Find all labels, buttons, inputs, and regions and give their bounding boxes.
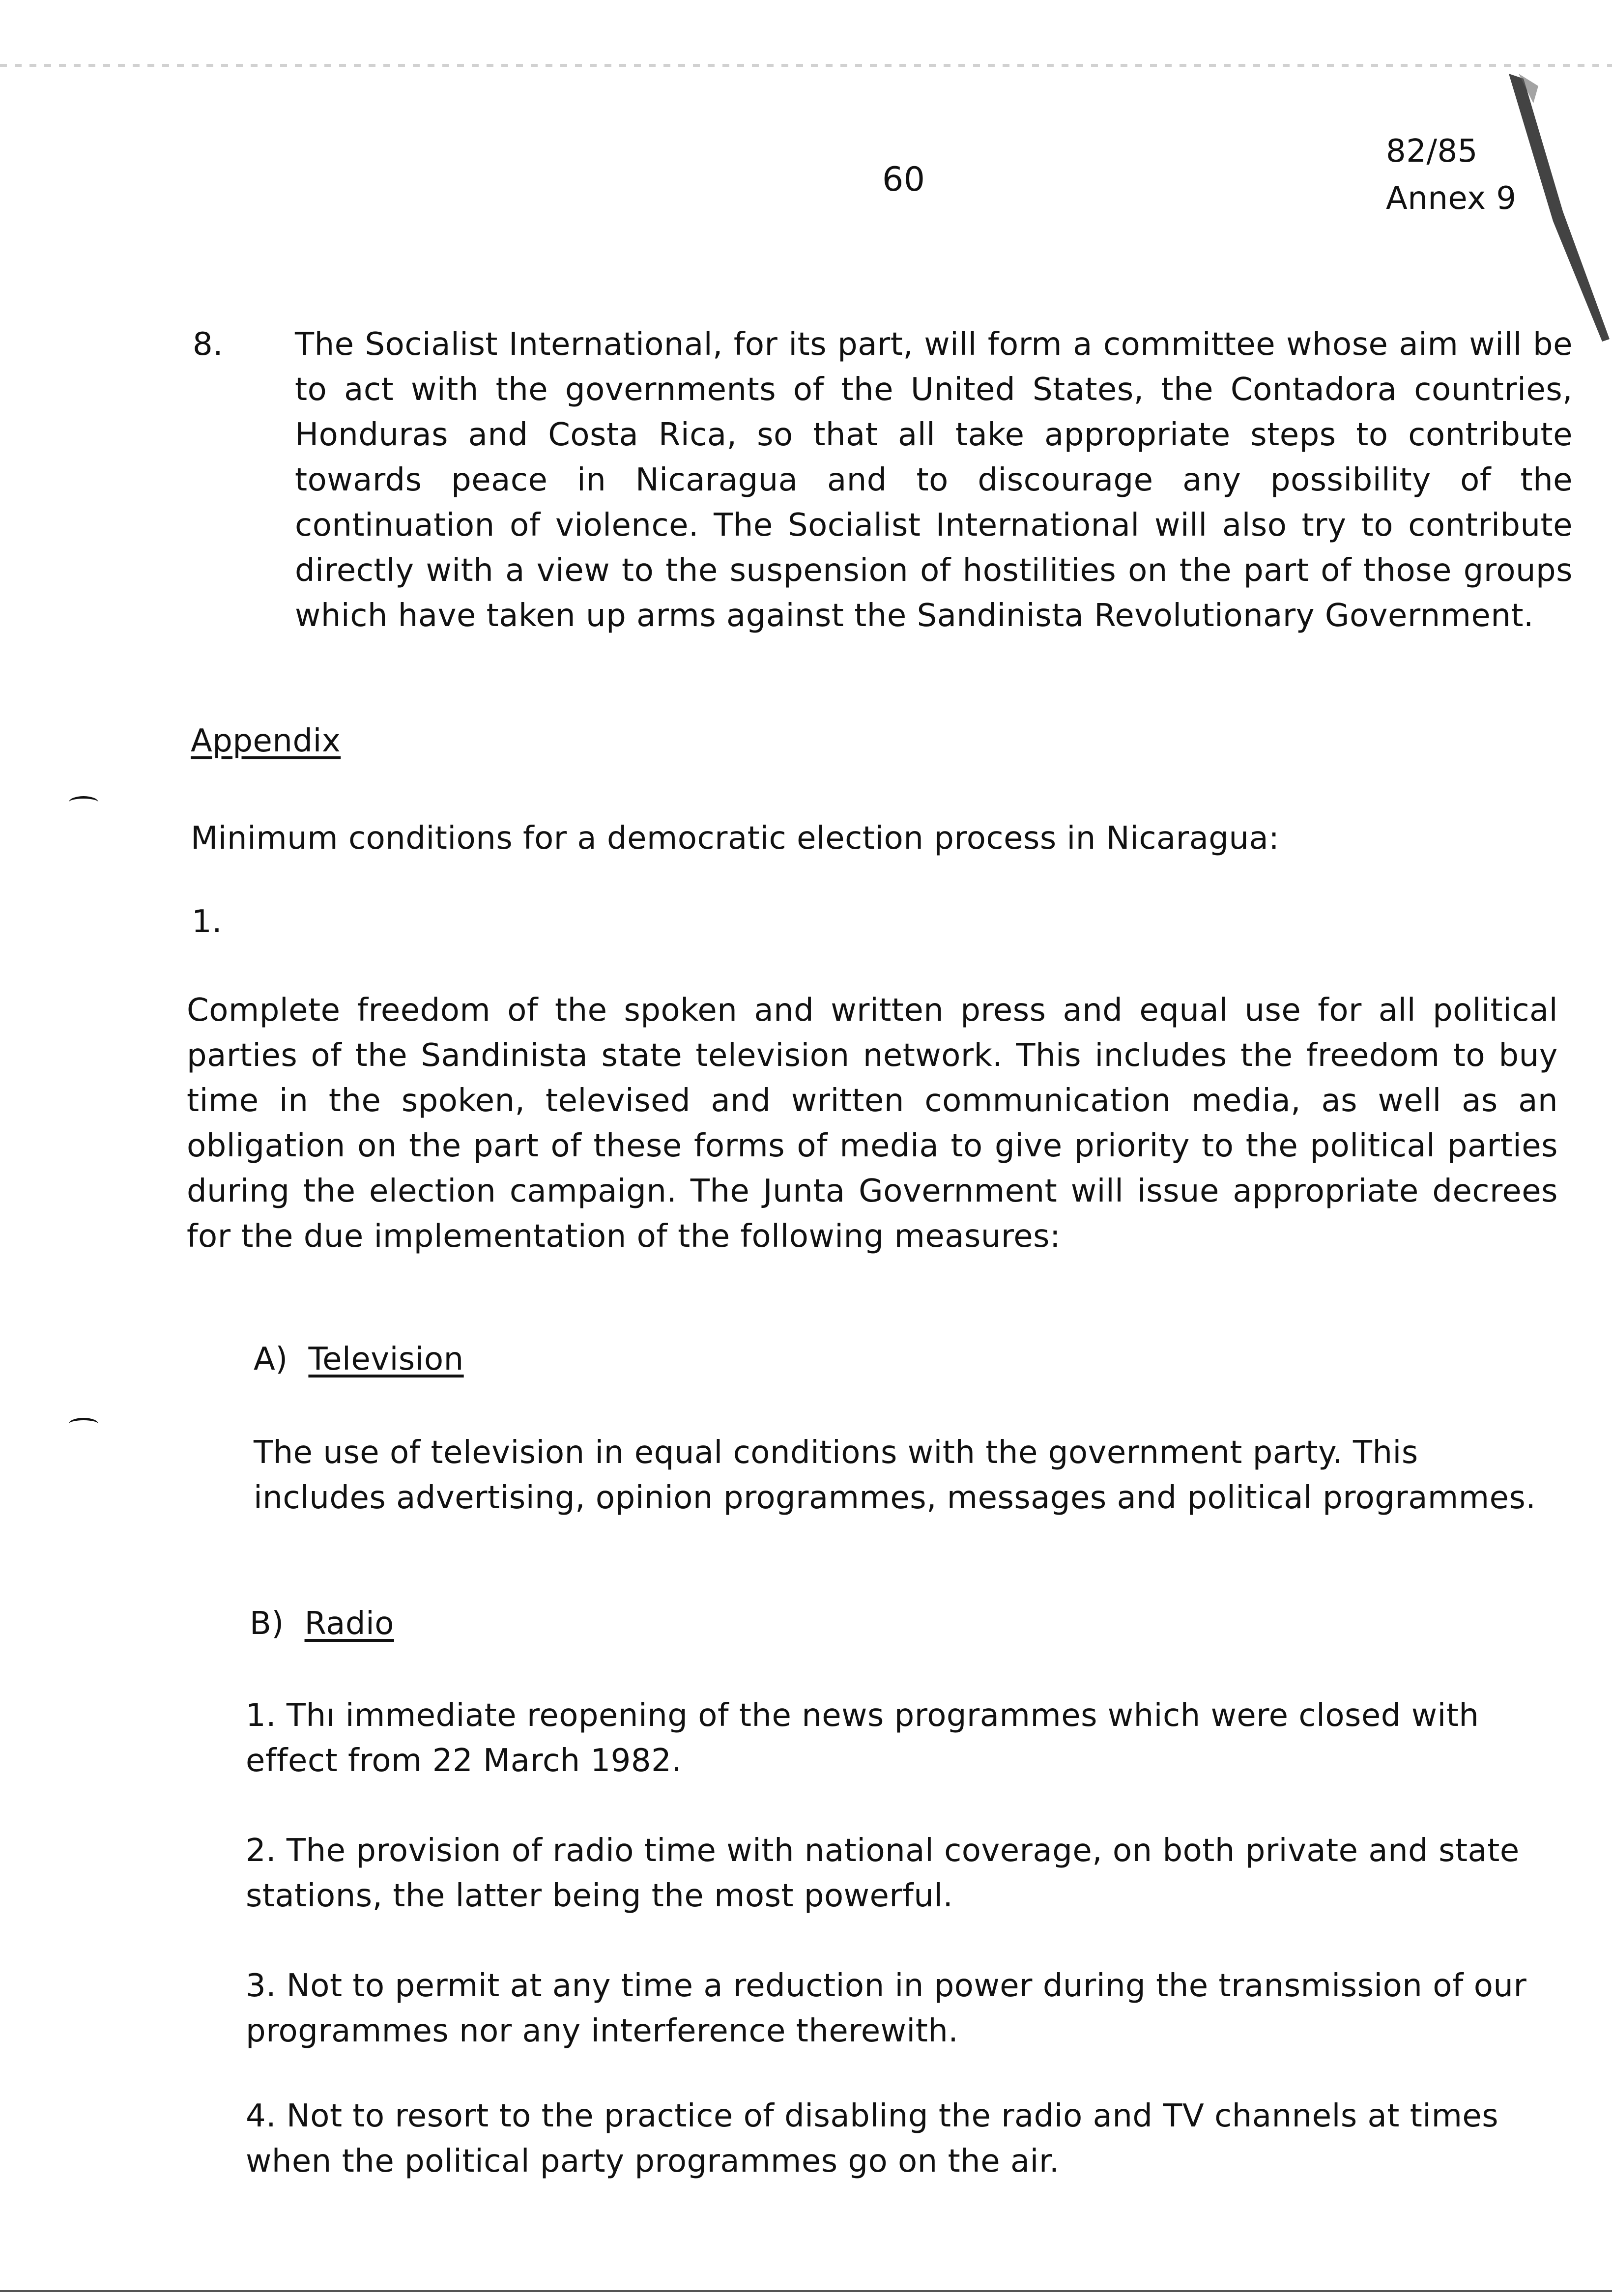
document-code: 82/85 bbox=[1386, 133, 1478, 170]
freedom-of-press-paragraph: Complete freedom of the spoken and written press and equal use for all political parties of the Sandinista state television network. This includes the freedom to buy time in the spoken, televised and written communication media, as well as an obligation on the part of these forms of media to give priority to the political parties during the election campaign. The Junta Government will issue appropriate decrees for the due implementation of the following measures: bbox=[187, 992, 1558, 1255]
paragraph-8-text: The Socialist International, for its part, will form a committee whose aim will be to act with the governments of the United States, the Contadora countries, Honduras and Costa Rica, so that all take appropriate steps to contribute towards peace in Nicaragua and to discourage any possibility of the continuation of violence. The Socialist International will also try to contribute directly with a view to the suspension of hostilities on the part of those groups which have taken up arms against the Sandinista Revolutionary Government. bbox=[295, 326, 1573, 634]
radio-item: 4. Not to resort to the practice of disabling the radio and TV channels at times when the political party programmes go on the air. bbox=[246, 2098, 1499, 2180]
section-b-label: B) bbox=[250, 1606, 284, 1642]
annex-label: Annex 9 bbox=[1386, 180, 1517, 217]
appendix-heading: Appendix bbox=[191, 723, 341, 759]
corner-slash-mark bbox=[1504, 74, 1612, 349]
section-b-heading bbox=[250, 1601, 394, 1646]
section-a-heading bbox=[254, 1337, 464, 1382]
margin-mark bbox=[69, 796, 98, 808]
appendix-intro: Minimum conditions for a democratic election process in Nicaragua: bbox=[191, 820, 1280, 857]
document-reference bbox=[1386, 128, 1517, 222]
radio-item: 2. The provision of radio time with national coverage, on both private and state stations, the latter being the most powerful. bbox=[246, 1833, 1520, 1914]
scan-edge-bottom bbox=[0, 2290, 1612, 2292]
scan-edge-top bbox=[0, 64, 1612, 67]
margin-mark bbox=[69, 1418, 98, 1430]
section-a-text: The use of television in equal conditions with the government party. This includes advertising, opinion programmes, messages and political programmes. bbox=[254, 1435, 1536, 1516]
radio-item: 1. Thı immediate reopening of the news programmes which were closed with effect from 22 March 1982. bbox=[246, 1697, 1479, 1779]
paragraph-number: 8. bbox=[193, 326, 224, 363]
item-number: 1. bbox=[192, 904, 223, 940]
section-b-title: Radio bbox=[304, 1606, 394, 1642]
section-a-label: A) bbox=[254, 1341, 288, 1378]
section-a-title: Television bbox=[308, 1341, 464, 1378]
page-number: 60 bbox=[882, 160, 925, 199]
radio-item: 3. Not to permit at any time a reduction in power during the transmission of our programmes nor any interference therewith. bbox=[246, 1968, 1527, 2049]
